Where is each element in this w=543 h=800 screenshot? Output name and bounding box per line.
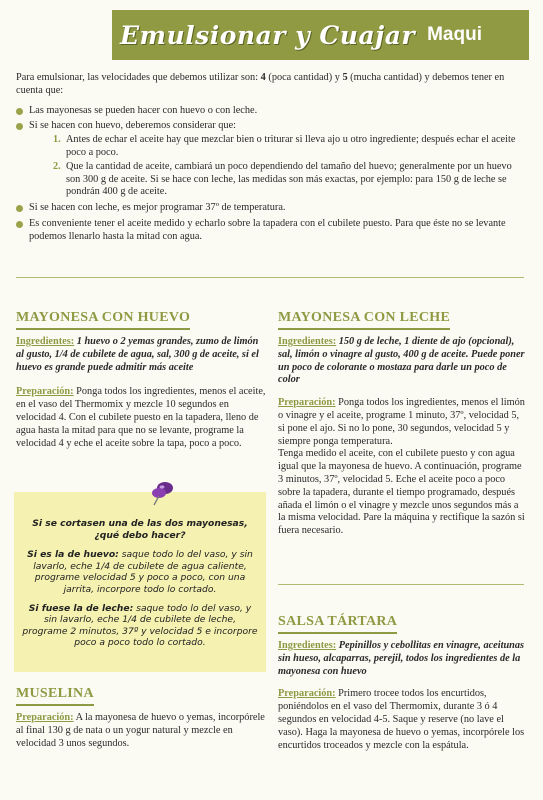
list-item: Es conveniente tener el aceite medido y echarlo sobre la tapadera con el cubilete puesto. Para que éste no se levante podemos llenarlo hasta la mitad con agua. bbox=[16, 218, 528, 244]
section-divider bbox=[278, 584, 524, 585]
purple-pushpin-icon bbox=[148, 478, 178, 508]
preparation: Preparación: A la mayonesa de huevo o yemas, incorpórele al final 130 g de nata o un yogur natural y mezcle en velocidad 3 unos segundos. bbox=[16, 712, 265, 749]
intro-list bbox=[16, 105, 528, 244]
intro-section bbox=[16, 72, 528, 247]
preparation-continued: Tenga medido el aceite, con el cubilete puesto y con agua igual que la mayonesa de huevo. A continuación, programe 3 minutos, 37º, velocidad 5. Eche el aceite poco a poco sobre la tapadera, durante el tiempo programado, después añada el limón o el vinagre y mezcle unos segundos más a la misma velocidad. Pare la máquina y rectifique la sazón si fuera necesario. bbox=[278, 448, 525, 537]
mayonesa-leche-body bbox=[278, 336, 526, 544]
preparation: Preparación: Ponga todos los ingredientes, menos el limón o vinagre y el aceite, programe 1 minuto, 37º, velocidad 5, si pone el ajo. Si no lo pone, 30 segundos, velocidad 5 y siempre ponga temperatura. bbox=[278, 397, 525, 447]
list-item: Si se hacen con leche, es mejor programar 37º de temperatura. bbox=[16, 202, 528, 215]
preparation: Preparación: Ponga todos los ingredientes, menos el aceite, en el vaso del Thermomix y mezcle 10 segundos en velocidad 4. Con el cubilete puesto en la tapadera, lleno de agua hasta la mitad para que no se levante, programe la velocidad 4 y eche el aceite sobre la tapa, poco a poco. bbox=[16, 386, 266, 449]
page-title: Emulsionar y Cuajar bbox=[120, 20, 416, 50]
muselina-title: MUSELINA bbox=[16, 686, 94, 706]
intro-paragraph: Para emulsionar, las velocidades que debemos utilizar son: 4 (poca cantidad) y 5 (mucha cantidad) y debemos tener en cuenta que: bbox=[16, 72, 505, 96]
list-item: Si se hacen con huevo, deberemos considerar que: 1. Antes de echar el aceite hay que mezclar bien o triturar si lleva ajo u otro ingrediente; después echar el aceite poco a poco. 2. Que la cantidad de aceite, cambiará un poco dependiendo del tamaño del huevo; generalmente por un huevo son 300 g de aceite. Si se hace con leche, las medidas son más exactas, por ejemplo: para 150 g de leche se pondrán 400 g de aceite. bbox=[16, 120, 528, 199]
mayonesa-huevo-title: MAYONESA CON HUEVO bbox=[16, 310, 190, 330]
ingredients: Ingredientes: Pepinillos y cebollitas en vinagre, aceitunas sin hueso, alcaparras, perejil, todos los ingredientes de la mayonesa con huevo bbox=[278, 640, 525, 677]
muselina-body bbox=[16, 712, 266, 756]
salsa-tartara-title: SALSA TÁRTARA bbox=[278, 614, 397, 634]
preparation: Preparación: Primero trocee todos los encurtidos, poniéndolos en el vaso del Thermomix, durante 3 ó 4 segundos en velocidad 4-5. Saque y reserve (no lave el vaso). Haga la mayonesa de huevo o yemas, incorpórele los encurtidos troceados y mezcle con la espátula. bbox=[278, 688, 525, 751]
mayonesa-huevo-body bbox=[16, 336, 266, 456]
author-name: Maqui bbox=[427, 24, 482, 45]
page-header bbox=[112, 10, 529, 60]
sub-list-item: 1. Antes de echar el aceite hay que mezclar bien o triturar si lleva ajo u otro ingrediente; después echar el aceite poco a poco. bbox=[53, 134, 516, 158]
sub-list bbox=[29, 134, 528, 199]
ingredients: Ingredientes: 1 huevo o 2 yemas grandes, zumo de limón al gusto, 1/4 de cubilete de agua, sal, 300 g de aceite, si el huevo es grande puede admitir más aceite bbox=[16, 336, 259, 373]
note-huevo: Si es la de huevo: saque todo lo del vaso, y sin lavarlo, eche 1/4 de cubilete de agua caliente, programe velocidad 5 y poco a poco, con una jarrita, incorpore todo lo cortado. bbox=[27, 549, 253, 595]
sub-list-item: 2. Que la cantidad de aceite, cambiará un poco dependiendo del tamaño del huevo; generalmente por un huevo son 300 g de aceite. Si se hace con leche, las medidas son más exactas, por ejemplo: para 150 g de leche se pondrán 400 g de aceite. bbox=[53, 160, 512, 198]
list-item: Las mayonesas se pueden hacer con huevo o con leche. bbox=[16, 105, 528, 118]
mayonesa-leche-title: MAYONESA CON LECHE bbox=[278, 310, 450, 330]
note-text bbox=[14, 518, 266, 656]
note-question: Si se cortasen una de las dos mayonesas, ¿qué debo hacer? bbox=[32, 518, 248, 541]
section-divider bbox=[16, 277, 524, 278]
note-leche: Si fuese la de leche: saque todo lo del vaso, y sin lavarlo, eche 1/4 de cubilete de leche, programe 2 minutos, 37º y velocidad 5 e incorpore poco a poco todo lo cortado. bbox=[22, 602, 258, 649]
salsa-tartara-body bbox=[278, 640, 526, 758]
ingredients: Ingredientes: 150 g de leche, 1 diente de ajo (opcional), sal, limón o vinagre al gusto, 400 g de aceite. Puede poner un poco de colorante o mostaza para darle un poco de color bbox=[278, 336, 525, 386]
tip-note bbox=[14, 492, 266, 672]
